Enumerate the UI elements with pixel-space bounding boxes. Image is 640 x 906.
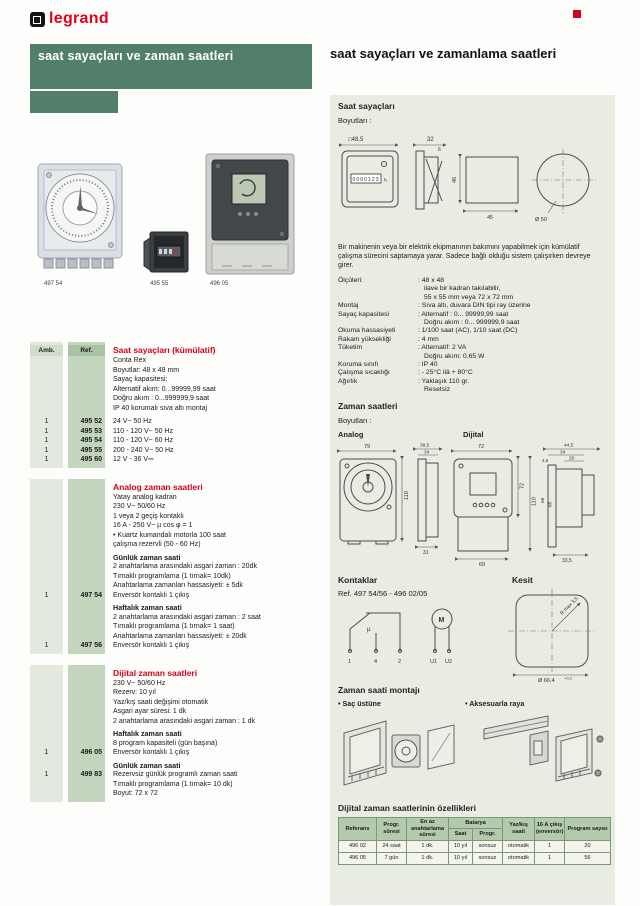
intro-line: • Kuartz kumandalı motorla 100 saat <box>113 531 226 539</box>
hour-counter-photo <box>142 228 190 276</box>
contact-schematic <box>338 603 498 667</box>
spec-label: Okuma hassasiyeti <box>338 327 396 335</box>
digital-timer-photo <box>202 150 300 280</box>
amb-value: 1 <box>44 749 49 756</box>
left-section-title: saat sayaçları ve zaman saatleri <box>38 49 234 63</box>
svg-text:20: 20 <box>569 456 575 462</box>
svg-text:2: 2 <box>398 659 402 665</box>
svg-text:Ø 66,4: Ø 66,4 <box>538 678 555 684</box>
description-paragraph: Bir makinenin veya bir elektrik ekipmanının bakımını yapabilmek için kümülatif çalışma sürecini saptamaya yarar. Sadece bağlı olduğu sistem çalışırken devreye girer. <box>338 244 591 269</box>
spec-value: Doğru akım: 0,65 W <box>424 352 485 360</box>
amb-value: 1 <box>44 437 49 444</box>
catalog-section-analog <box>30 479 312 654</box>
legrand-logo-icon <box>30 12 45 27</box>
cell-cikis: 1 <box>535 840 565 852</box>
intro-line: 1 veya 2 geçiş kontaklı <box>113 512 184 520</box>
intro-line: Doğru akım : 0...999999,9 saat <box>113 395 210 402</box>
cell-en-az: 1 dk. <box>407 840 449 852</box>
contacts-heading: Kontaklar <box>338 575 378 585</box>
section-view-heading: Kesit <box>512 575 533 585</box>
svg-text:U2: U2 <box>445 659 453 665</box>
dimensions-label: Boyutları : <box>338 116 372 125</box>
svg-text:1: 1 <box>348 659 352 665</box>
row-description: 24 V~ 50 Hz <box>113 418 152 425</box>
table-row <box>30 446 312 456</box>
ref-number: 497 54 <box>80 591 102 599</box>
digital-label: Dijital <box>463 430 484 439</box>
spec-line: Anahtarlama zamanları hassasiyeti: ± 5dk <box>113 582 243 589</box>
cell-progr: sonsuz <box>473 852 503 864</box>
cell-ref: 496 05 <box>339 852 377 864</box>
col-header-en-az: En az anahtarlama süresi <box>407 818 449 841</box>
technical-panel <box>330 95 615 905</box>
intro-line: Sayaç kapasitesi: <box>113 376 168 383</box>
amb-value: 1 <box>44 771 49 778</box>
spec-label: Sayaç kapasitesi <box>338 310 390 318</box>
left-section-banner <box>30 44 312 89</box>
spec-line: 2 anahtarlama arasındaki asgari zaman : 2 saat <box>113 613 261 621</box>
svg-text:69: 69 <box>479 562 486 568</box>
product-caption: 496 05 <box>210 281 229 287</box>
cell-program: 20 <box>565 840 611 852</box>
svg-text:110: 110 <box>404 491 410 500</box>
col-header-batarya: Batarya <box>449 818 503 829</box>
spec-value: : Yaklaşık 110 gr. <box>418 377 470 385</box>
section-title: Dijital zaman saatleri <box>113 667 198 678</box>
svg-text:34: 34 <box>424 450 430 456</box>
spec-value: : 48 x 48 <box>418 277 445 284</box>
svg-text:34: 34 <box>560 450 566 456</box>
contacts-ref-line: Ref. 497 54/56 - 496 02/05 <box>338 589 428 598</box>
table-row <box>30 436 312 446</box>
svg-text:110: 110 <box>531 497 538 506</box>
spec-value: Resetsiz <box>424 386 451 394</box>
svg-text:79: 79 <box>364 444 371 450</box>
spec-line: Boyut: 72 x 72 <box>113 790 158 797</box>
ref-column-header: Ref. <box>68 345 105 356</box>
svg-text:4,5: 4,5 <box>542 458 549 463</box>
intro-line: 2 anahtarlama arasındaki asgari zaman : 1 dk <box>113 717 256 725</box>
svg-text:33,5: 33,5 <box>562 558 572 564</box>
features-table-title: Dijital zaman saatlerinin özellikleri <box>338 803 476 813</box>
spec-value: : IP 40 <box>418 361 438 369</box>
svg-text:31: 31 <box>423 550 429 556</box>
mounting-heading: Zaman saati montajı <box>338 685 420 695</box>
col-header-program-sayisi: Program sayısı <box>565 818 611 841</box>
ref-number: 495 55 <box>80 446 102 454</box>
product-caption: 495 55 <box>150 281 169 287</box>
row-description: 12 V - 36 V⎓ <box>113 456 154 463</box>
svg-text:32: 32 <box>427 137 434 143</box>
cell-progr-suresi: 7 gün <box>377 852 407 864</box>
svg-text:65: 65 <box>548 501 554 507</box>
ref-number: 497 56 <box>80 642 102 649</box>
col-header-progr-suresi: Progr. süresi <box>377 818 407 841</box>
col-header-progr: Progr. <box>473 829 503 840</box>
row-description: Enversör kontaklı 1 çıkış <box>113 591 190 599</box>
cell-saat: 10 yıl <box>449 840 473 852</box>
spec-value: : 4 mm <box>418 335 439 343</box>
svg-text:44,5: 44,5 <box>564 443 574 449</box>
svg-text:h: h <box>384 178 387 184</box>
cell-saat: 10 yıl <box>449 852 473 864</box>
ref-number: 495 54 <box>80 437 102 444</box>
intro-line: Yaz/kış saati değişimi otomatik <box>113 698 209 706</box>
intro-line: 16 A - 250 V~ µ cos φ = 1 <box>113 522 193 529</box>
row-description: 110 - 120 V~ 60 Hz <box>113 437 173 444</box>
row-description: Enversör kontaklı 1 çıkış <box>113 749 190 756</box>
table-row <box>30 427 312 437</box>
spec-line: 2 anahtarlama arasındaki asgari zaman : 20dk <box>113 563 257 570</box>
spec-value: : 1/100 saat (AC), 1/10 saat (DC) <box>418 327 518 335</box>
catalog-section-counters <box>30 342 312 468</box>
row-description: 200 - 240 V~ 50 Hz <box>113 446 174 454</box>
timeswitch-heading: Zaman saatleri <box>338 401 398 411</box>
spec-line: Anahtarlama zamanları hassasiyeti: ± 20dk <box>113 632 247 640</box>
reference-catalog <box>30 342 312 813</box>
mounting-illustrations <box>334 711 610 799</box>
panel-cutout-section-drawing <box>508 591 603 683</box>
intro-line: Yatay analog kadran <box>113 493 177 501</box>
features-table <box>338 817 611 865</box>
subsection-title: Haftalık zaman saati <box>113 603 182 612</box>
cell-progr-suresi: 24 saat <box>377 840 407 852</box>
spec-label: Montaj <box>338 302 359 310</box>
page-tab-marker <box>573 10 581 18</box>
legrand-logo <box>30 10 109 28</box>
page-title: saat sayaçları ve zamanlama saatleri <box>330 46 557 61</box>
svg-text:+0,2: +0,2 <box>564 675 572 681</box>
section-title: Saat sayaçları (kümülatif) <box>113 345 216 355</box>
catalog-section-digital <box>30 665 312 802</box>
table-row <box>30 770 312 780</box>
amb-value: 1 <box>44 591 49 599</box>
mounting-option-sheet: • Saç üstüne <box>338 699 381 708</box>
intro-line: Conta Rex <box>113 357 147 364</box>
subsection-title: Günlük zaman saati <box>113 760 181 770</box>
svg-text:45: 45 <box>487 215 494 221</box>
mounting-option-rail: • Aksesuarla raya <box>465 699 525 708</box>
subsection-title: Haftalık zaman saati <box>113 729 182 738</box>
intro-line: 230 V~ 50/60 Hz <box>113 503 166 510</box>
sheet-mount-illustration <box>344 721 454 785</box>
col-header-referans: Referans <box>339 818 377 841</box>
intro-line: Boyutlar: 48 x 48 mm <box>113 366 180 374</box>
banner-sub-block <box>30 91 118 113</box>
spec-line: Tırnaklı programlama (1 tırnak= 1 saat) <box>113 623 235 630</box>
cell-yaz-kis: otomatik <box>503 840 535 852</box>
cell-yaz-kis: otomatik <box>503 852 535 864</box>
amb-value: 1 <box>44 427 49 435</box>
dimensions-label: Boyutları : <box>338 416 372 425</box>
counter-dimension-drawing <box>338 131 607 239</box>
intro-line: 230 V~ 50/60 Hz <box>113 679 166 687</box>
col-header-yaz-kis: Yaz/kış saati <box>503 818 535 841</box>
table-row <box>30 591 312 601</box>
svg-text:M: M <box>438 617 445 624</box>
spec-line: Tırnaklı programlama (1 tırnak= 10dk) <box>113 572 231 580</box>
intro-line: IP 40 korumalı sıva altı montaj <box>113 404 208 412</box>
analog-timer-photo <box>36 160 128 280</box>
svg-text:72: 72 <box>478 444 485 450</box>
table-row <box>30 641 312 651</box>
spec-label: Rakam yüksekliği <box>338 335 391 343</box>
svg-text:µ: µ <box>367 627 371 633</box>
spec-label: Çalışma sıcaklığı <box>338 369 390 377</box>
svg-text:6: 6 <box>438 147 441 153</box>
col-header-saat: Saat <box>449 829 473 840</box>
table-row <box>339 840 611 852</box>
svg-text:0000123: 0000123 <box>352 177 380 183</box>
product-caption: 497 54 <box>44 281 63 287</box>
spec-value: 55 x 55 mm veya 72 x 72 mm <box>424 293 514 301</box>
cell-progr: sonsuz <box>473 840 503 852</box>
subsection-title: Günlük zaman saati <box>113 552 181 562</box>
cell-cikis: 1 <box>535 852 565 864</box>
spec-label: Ölçüleri: <box>338 277 363 284</box>
svg-text:4: 4 <box>374 659 378 665</box>
spec-value: : Alternatif : 0... 99999,99 saat <box>418 310 509 318</box>
spec-value: : Alternatif: 2 VA <box>418 344 467 352</box>
spec-value: : - 25°C ilâ + 80°C <box>418 369 473 377</box>
brand-wordmark: legrand <box>49 10 109 27</box>
amb-value: 1 <box>44 446 49 454</box>
spec-line: Tırnaklı programlama (1 tırnak= 10 dk) <box>113 780 233 788</box>
spec-line: 8 program kapasiteli (gün başına) <box>113 739 218 747</box>
amb-value: 1 <box>44 418 49 425</box>
amb-column-header: Amb. <box>30 345 63 356</box>
svg-text:U1: U1 <box>430 659 438 665</box>
svg-text:□48,5: □48,5 <box>348 137 364 143</box>
timeswitch-dimension-drawing <box>338 443 607 569</box>
table-row <box>339 852 611 864</box>
svg-text:46: 46 <box>452 176 458 183</box>
spec-value: ilave bir kadran takılabilir, <box>424 285 501 293</box>
table-row <box>30 455 312 465</box>
ref-number: 499 83 <box>80 771 102 778</box>
intro-line: çalışma rezervli (50 - 60 Hz) <box>113 541 201 548</box>
svg-text:Ø 50: Ø 50 <box>535 217 547 223</box>
table-row <box>30 748 312 758</box>
spec-label: Ağırlık <box>338 377 358 385</box>
svg-text:R max 3,5: R max 3,5 <box>559 596 580 617</box>
intro-line: Asgari ayar süresi: 1 dk <box>113 708 187 715</box>
amb-value: 1 <box>44 456 49 463</box>
row-description: 110 - 120 V~ 50 Hz <box>113 427 173 435</box>
svg-text:39,5: 39,5 <box>420 443 430 449</box>
intro-line: Alternatif akım: 0...99999,99 saat <box>113 385 216 393</box>
row-description: Enversör kontaklı 1 çıkış <box>113 642 190 649</box>
rail-mount-illustration <box>484 716 603 781</box>
analog-label: Analog <box>338 430 364 439</box>
section-title: Analog zaman saatleri <box>113 481 203 492</box>
svg-text:72: 72 <box>519 482 526 489</box>
cell-en-az: 1 dk. <box>407 852 449 864</box>
spec-value: Doğru akım : 0... 999999,9 saat <box>424 319 520 327</box>
spec-label: Koruma sınıfı <box>338 361 379 369</box>
ref-number: 495 60 <box>80 456 102 463</box>
col-header-cikis: 16 A çıkış (enversör) <box>535 818 565 841</box>
spec-list <box>338 277 608 395</box>
counters-heading: Saat sayaçları <box>338 101 395 111</box>
ref-number: 495 53 <box>80 427 102 435</box>
ref-number: 496 05 <box>80 749 102 756</box>
intro-line: Rezerv: 10 yıl <box>113 689 156 696</box>
svg-text:66: 66 <box>541 497 546 503</box>
amb-value: 1 <box>44 642 49 649</box>
row-description: Rezervsiz günlük programlı zaman saati <box>113 771 238 778</box>
cell-program: 56 <box>565 852 611 864</box>
spec-value: : Sıva altı, duvara DIN tipi ray üzerine <box>418 302 531 310</box>
table-row <box>30 417 312 427</box>
ref-number: 495 52 <box>80 418 102 425</box>
spec-label: Tüketim <box>338 344 363 352</box>
cell-ref: 496 02 <box>339 840 377 852</box>
